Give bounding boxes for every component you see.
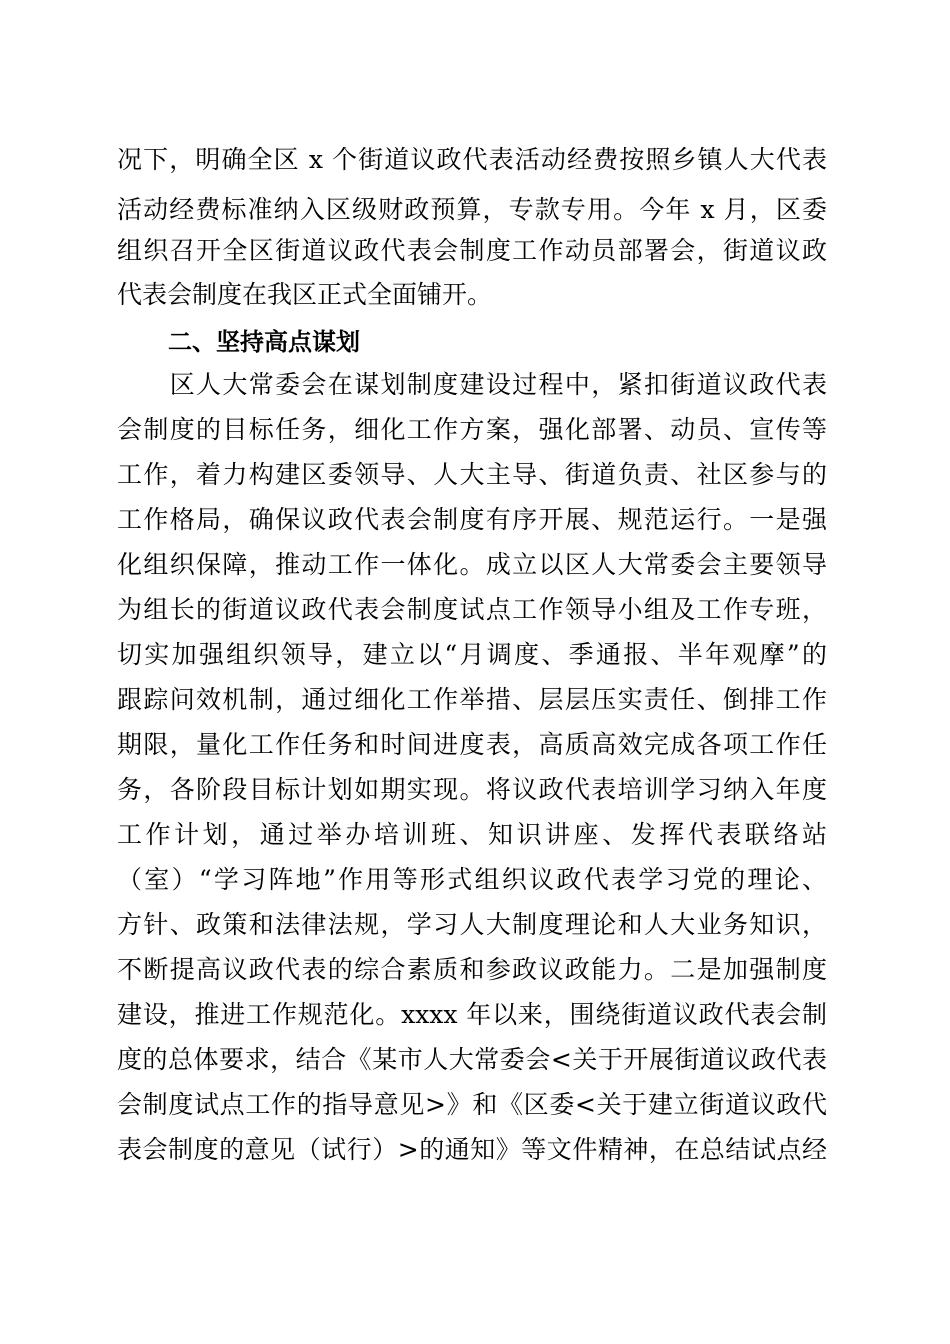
paragraph-line: 度的总体要求，结合《某市人大常委会<关于开展街道议政代表: [117, 1045, 827, 1074]
paragraph-line: 工作格局，确保议政代表会制度有序开展、规范运行。一是强: [117, 505, 827, 534]
paragraph-line: 务，各阶段目标计划如期实现。将议政代表培训学习纳入年度: [117, 775, 827, 804]
paragraph-line: 跟踪问效机制，通过细化工作举措、层层压实责任、倒排工作: [117, 685, 827, 714]
section-heading: 二、坚持高点谋划: [168, 328, 360, 356]
paragraph-line: 化组织保障，推动工作一体化。成立以区人大常委会主要领导: [117, 550, 827, 579]
paragraph-line: 组织召开全区街道议政代表会制度工作动员部署会，街道议政: [117, 236, 827, 265]
paragraph-line: 工作，着力构建区委领导、人大主导、街道负责、社区参与的: [117, 460, 827, 489]
paragraph-line: 表会制度的意见（试行）>的通知》等文件精神，在总结试点经: [117, 1135, 827, 1164]
paragraph-line: 代表会制度在我区正式全面铺开。: [117, 280, 493, 309]
paragraph-line: 不断提高议政代表的综合素质和参政议政能力。二是加强制度: [117, 955, 827, 984]
paragraph-line: 切实加强组织领导，建立以“月调度、季通报、半年观摩”的: [117, 640, 827, 669]
paragraph-line: 会制度的目标任务，细化工作方案，强化部署、动员、宣传等: [117, 415, 827, 444]
paragraph-line: 方针、政策和法律法规，学习人大制度理论和人大业务知识，: [117, 910, 827, 939]
paragraph-line: （室）“学习阵地”作用等形式组织议政代表学习党的理论、: [117, 865, 827, 894]
paragraph-line: 会制度试点工作的指导意见>》和《区委<关于建立街道议政代: [117, 1090, 827, 1119]
paragraph-line: 建设，推进工作规范化。xxxx 年以来，围绕街道议政代表会制: [117, 1000, 827, 1029]
paragraph-line: 期限，量化工作任务和时间进度表，高质高效完成各项工作任: [117, 730, 827, 759]
paragraph-line: 区人大常委会在谋划制度建设过程中，紧扣街道议政代表: [117, 370, 827, 399]
paragraph-line: 为组长的街道议政代表会制度试点工作领导小组及工作专班，: [117, 595, 827, 624]
paragraph-line: 工作计划，通过举办培训班、知识讲座、发挥代表联络站: [117, 820, 827, 849]
paragraph-line: 况下，明确全区 x 个街道议政代表活动经费按照乡镇人大代表: [117, 145, 827, 174]
paragraph-line: 活动经费标准纳入区级财政预算，专款专用。今年 x 月，区委: [117, 195, 827, 224]
